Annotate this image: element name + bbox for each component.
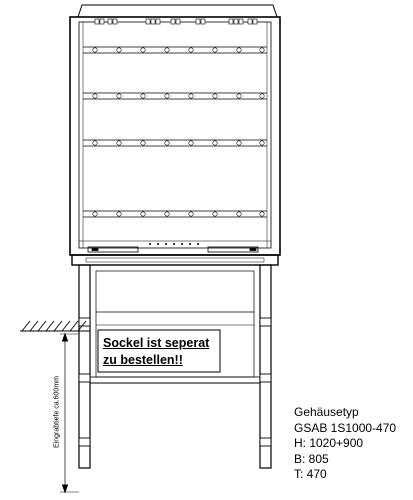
rail-hole <box>141 141 145 145</box>
cabinet-roof <box>78 5 277 17</box>
terminal-block <box>156 19 160 24</box>
bottom-screw <box>165 243 167 245</box>
bottom-screw <box>197 243 199 245</box>
terminal-block <box>253 19 257 24</box>
mounting-rails <box>83 47 267 217</box>
terminal-block <box>171 19 175 24</box>
terminal-block <box>196 19 200 24</box>
terminal-block <box>248 19 252 24</box>
terminal-block <box>151 19 155 24</box>
post-bracket-right <box>260 438 271 446</box>
base-top-plate-inner <box>86 258 264 262</box>
depth-dimension-label: Eingrabtiefe ca.600mm <box>53 376 61 448</box>
rail-hole <box>117 141 121 145</box>
bottom-screw <box>149 243 151 245</box>
spec-housing-type-heading: Gehäusetyp <box>294 405 359 419</box>
dimension-arrow-bottom <box>63 485 68 492</box>
rail-hole <box>93 48 97 52</box>
rail-hole <box>237 212 241 216</box>
terminal-block <box>176 19 180 24</box>
rail-hole <box>213 94 217 98</box>
cabinet-door <box>79 22 271 248</box>
rail-hole <box>165 48 169 52</box>
bottom-screw <box>181 243 183 245</box>
base-post-right <box>260 265 271 468</box>
rail-hole <box>260 94 264 98</box>
terminal-block <box>234 19 238 24</box>
rail-hole <box>237 141 241 145</box>
note-line-2: zu bestellen!! <box>103 353 183 367</box>
rail-hole <box>141 212 145 216</box>
rail-hole <box>165 212 169 216</box>
top-terminals <box>95 19 257 24</box>
rail-hole <box>117 212 121 216</box>
dimension-arrow-top <box>63 334 68 341</box>
bottom-screw <box>173 243 175 245</box>
terminal-block <box>95 19 99 24</box>
base-top-plate <box>72 255 278 265</box>
bottom-screws <box>149 243 199 245</box>
ground-hatch-line <box>70 321 78 331</box>
ground-hatch-line <box>22 321 30 331</box>
post-bracket-right <box>260 318 271 326</box>
terminal-block <box>201 19 205 24</box>
rail-hole <box>260 141 264 145</box>
spec-depth: T: 470 <box>294 467 327 481</box>
bottom-screw <box>189 243 191 245</box>
rail-hole <box>260 212 264 216</box>
post-bracket-left <box>79 438 90 446</box>
ground-hatch-line <box>30 321 38 331</box>
terminal-block <box>239 19 243 24</box>
cabinet <box>70 5 280 255</box>
ground-hatching <box>22 321 86 331</box>
terminal-block <box>100 19 104 24</box>
spec-model: GSAB 1S1000-470 <box>294 420 397 435</box>
terminal-block <box>108 19 112 24</box>
rail-hole <box>237 94 241 98</box>
rail-hole <box>213 48 217 52</box>
post-bracket-left <box>79 374 90 382</box>
ground-hatch-line <box>54 321 62 331</box>
rail-hole <box>141 48 145 52</box>
depth-dimension <box>60 334 79 492</box>
bottom-screw <box>157 243 159 245</box>
rail-hole <box>165 94 169 98</box>
terminal-block <box>113 19 117 24</box>
rail-hole <box>213 141 217 145</box>
rail-hole <box>93 212 97 216</box>
rail-hole <box>117 94 121 98</box>
base-bottom-crossbar <box>90 377 260 383</box>
spec-width: B: 805 <box>294 451 329 466</box>
post-bracket-right <box>260 374 271 382</box>
rail-hole <box>93 94 97 98</box>
post-bracket-left <box>79 318 90 326</box>
rail-hole <box>189 94 193 98</box>
ground-hatch-line <box>62 321 70 331</box>
rail-hole <box>141 94 145 98</box>
ground-hatch-line <box>46 321 54 331</box>
ground-hatch-line <box>38 321 46 331</box>
terminal-block <box>229 19 233 24</box>
base-post-left <box>79 265 90 468</box>
rail-hole <box>260 48 264 52</box>
rail-hole <box>117 48 121 52</box>
spec-height: H: 1020+900 <box>294 436 364 450</box>
rail-hole <box>189 141 193 145</box>
rail-hole <box>189 212 193 216</box>
rail-hole <box>213 212 217 216</box>
rail-holes <box>93 48 264 216</box>
rail-hole <box>237 48 241 52</box>
rail-hole <box>165 141 169 145</box>
rail-hole <box>189 48 193 52</box>
rail-hole <box>93 141 97 145</box>
note-line-1: Sockel ist seperat <box>103 336 210 350</box>
terminal-block <box>146 19 150 24</box>
